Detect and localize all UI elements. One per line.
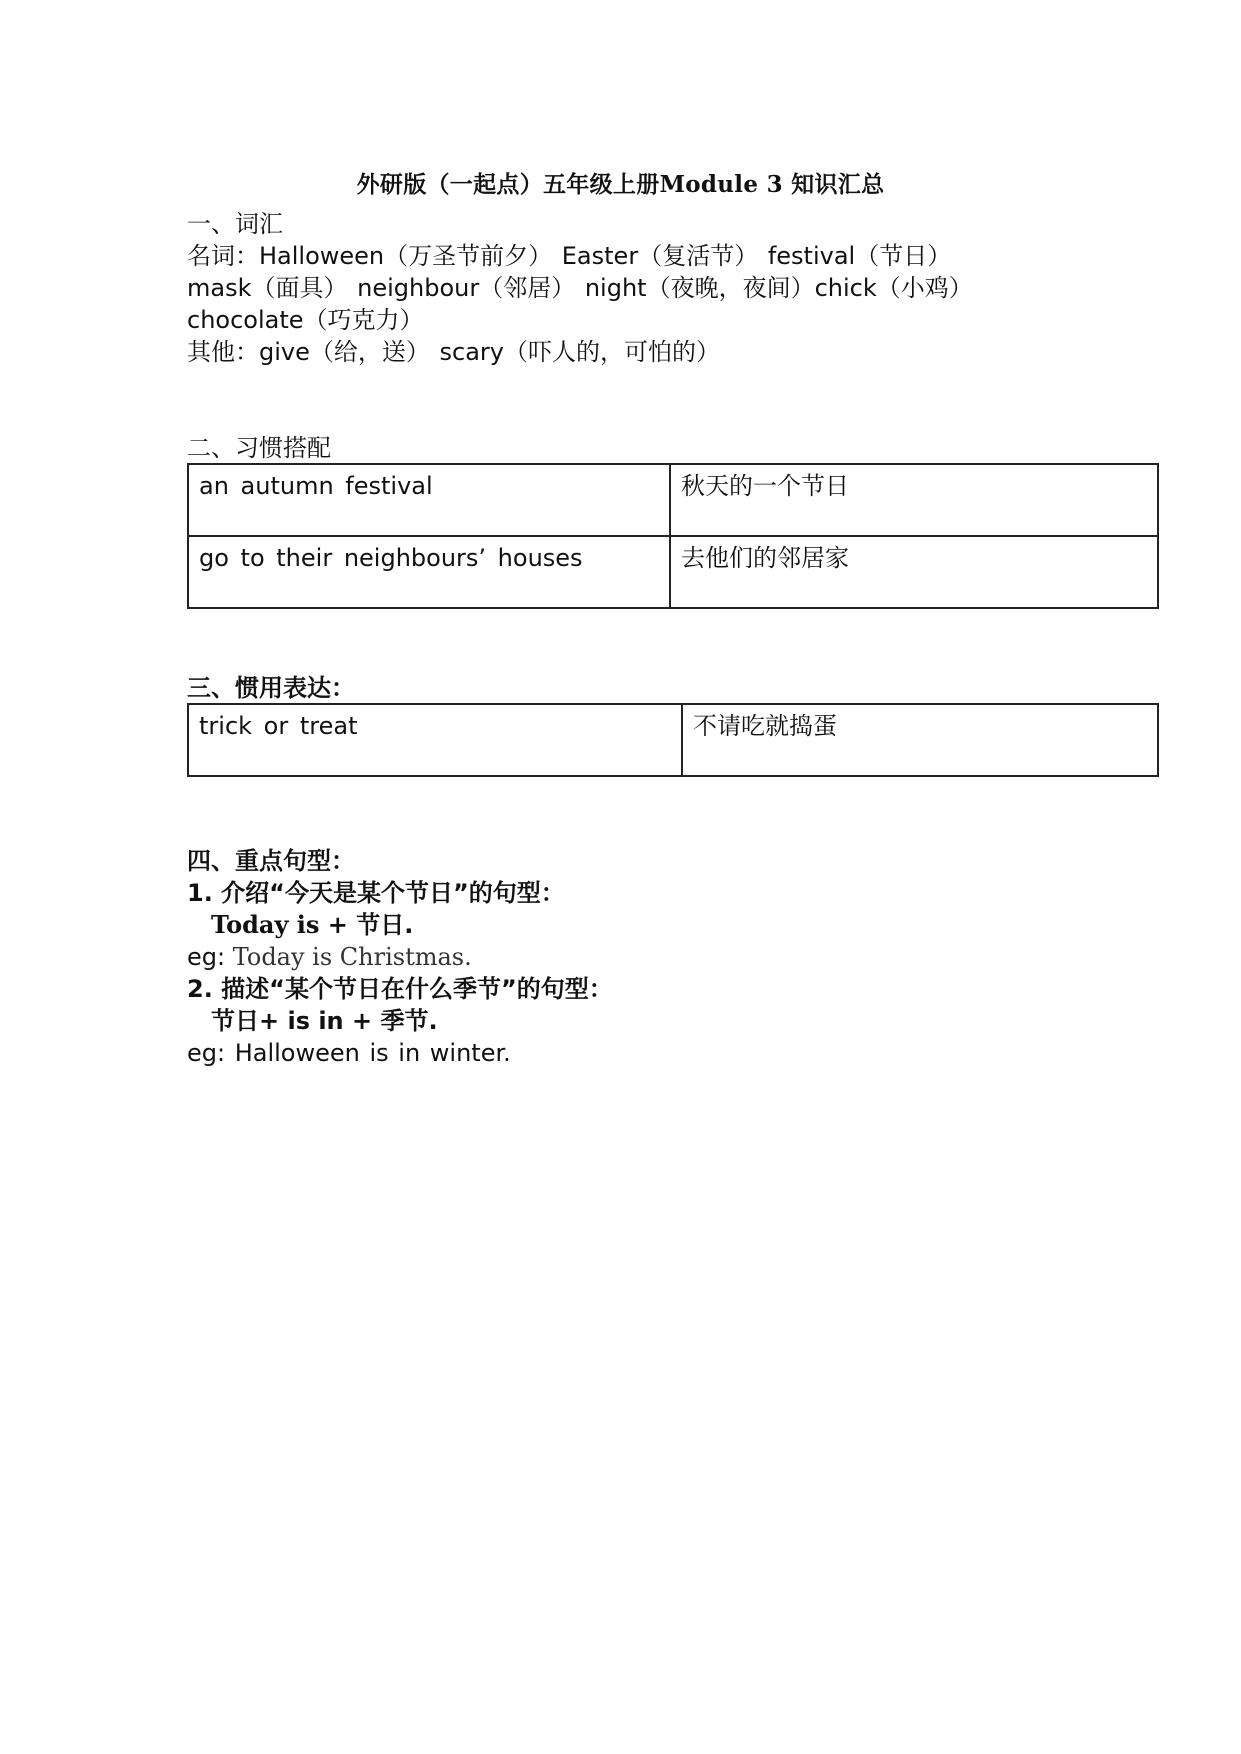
section-heading-vocabulary: 一、词汇: [187, 210, 283, 238]
pattern-1-title: 1. 介绍“今天是某个节日”的句型：: [187, 879, 565, 907]
table-row: [188, 536, 1158, 608]
pattern-1-formula-en: Today is +: [211, 910, 357, 939]
pattern-2-title: 2. 描述“某个节日在什么季节”的句型：: [187, 975, 613, 1003]
vocab-nouns-line: 名词：Halloween（万圣节前夕） Easter（复活节） festival（节日）: [187, 242, 952, 270]
pattern-2-formula: 节日+ is in + 季节.: [211, 1007, 438, 1035]
table-row: [188, 704, 1158, 776]
page-title: 外研版（一起点）五年级上册Module 3 知识汇总: [356, 171, 885, 198]
table-cell-zh: 秋天的一个节日: [670, 464, 1158, 536]
pattern-1-formula: [211, 909, 413, 941]
section-heading-sentence-patterns: 四、重点句型：: [187, 847, 355, 875]
vocab-others-line: 其他：give（给，送） scary（吓人的，可怕的）: [187, 338, 720, 366]
table-row: [188, 464, 1158, 536]
table-cell-zh: 去他们的邻居家: [670, 536, 1158, 608]
pattern-1-formula-zh: 节日.: [356, 911, 414, 939]
pattern-1-example: [187, 941, 472, 973]
section-heading-collocations: 二、习惯搭配: [187, 434, 331, 462]
vocab-nouns-line-3: chocolate（巧克力）: [187, 306, 424, 334]
pattern-2-example: eg: Halloween is in winter.: [187, 1039, 511, 1067]
collocations-table: [187, 463, 1159, 609]
table-cell-zh: 不请吃就捣蛋: [682, 704, 1158, 776]
example-label: eg:: [187, 943, 233, 971]
expressions-table: [187, 703, 1159, 777]
table-cell-en: go to their neighbours’ houses: [188, 536, 670, 608]
table-cell-en: an autumn festival: [188, 464, 670, 536]
pattern-1-example-text: Today is Christmas.: [232, 943, 472, 971]
section-heading-expressions: 三、惯用表达：: [187, 674, 355, 702]
table-cell-en: trick or treat: [188, 704, 682, 776]
vocab-nouns-line-2: mask（面具） neighbour（邻居） night（夜晚，夜间）chick（小鸡）: [187, 274, 973, 302]
